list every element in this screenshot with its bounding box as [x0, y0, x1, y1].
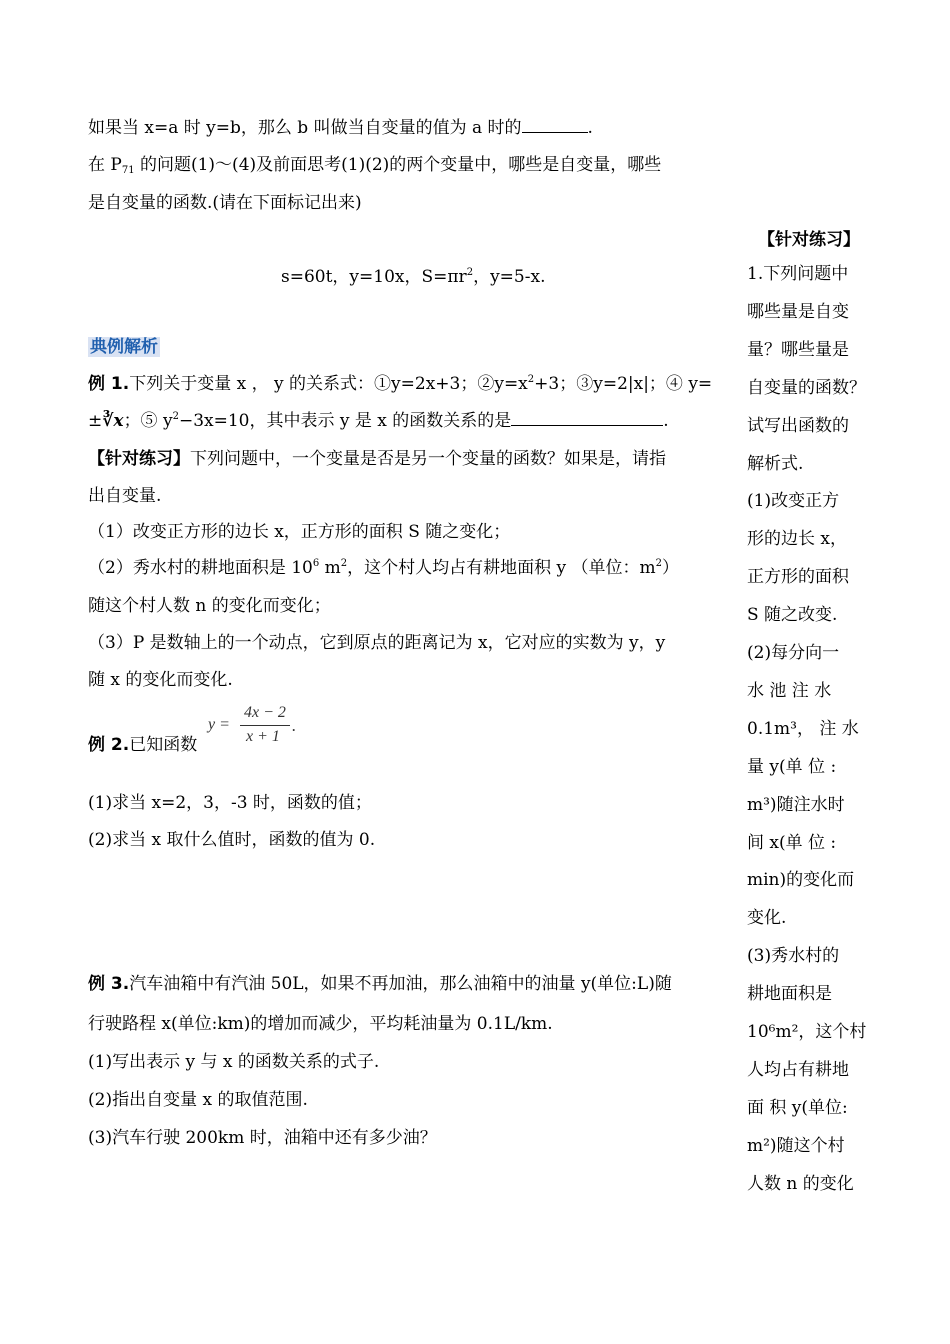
- example-3-line-2: 行驶路程 x(单位:km)的增加而减少，平均耗油量为 0.1L/km.: [88, 1014, 553, 1034]
- side-heading: 【针对练习】: [758, 230, 860, 250]
- side-line: 变化.: [747, 908, 787, 928]
- side-line: 面 积 y(单位:: [747, 1098, 848, 1118]
- side-line: 自变量的函数？: [747, 378, 866, 398]
- side-line: m³)随注水时: [747, 795, 845, 815]
- practice-q3-cont: 随 x 的变化而变化.: [88, 670, 233, 690]
- example-1-line-1: 例 1.下列关于变量 x ， y 的关系式：①y=2x+3；$②y=x^2+3$；③y=2|x|；④ y=: [88, 374, 713, 394]
- side-line: 耕地面积是: [747, 984, 832, 1004]
- side-line: min)的变化而: [747, 870, 855, 890]
- side-line: (1)改变正方: [747, 491, 840, 511]
- example-1-line-2: ±∛x；⑤ $y^2-3x=10$，其中表示 y 是 x 的函数关系的是 .: [88, 411, 669, 431]
- example-2-q1: (1)求当 x=2，3，-3 时，函数的值；: [88, 793, 372, 813]
- side-line: 水 池 注 水: [747, 681, 832, 701]
- practice-q2-cont: 随这个村人数 n 的变化而变化；: [88, 596, 331, 616]
- example-3-q3: (3)汽车行驶 200km 时，油箱中还有多少油？: [88, 1128, 437, 1148]
- intro-line-2: 在 $P_{71}$ 的问题(1)～(4)及前面思考(1)(2)的两个变量中，哪些是自变量，哪些: [88, 155, 662, 176]
- side-line: 试写出函数的: [747, 416, 849, 436]
- side-line: 间 x(单 位 :: [747, 833, 837, 853]
- intro-line-3: 是自变量的函数.(请在下面标记出来): [88, 193, 362, 213]
- side-line: 解析式.: [747, 454, 804, 474]
- side-line: 量 y(单 位 :: [747, 757, 837, 777]
- practice-line-1: 【针对练习】下列问题中，一个变量是否是另一个变量的函数？如果是，请指: [88, 449, 666, 469]
- answer-blank[interactable]: [522, 116, 588, 133]
- side-line: S 随之改变.: [747, 605, 838, 625]
- side-line: 1.下列问题中: [747, 264, 849, 284]
- practice-q1: （1）改变正方形的边长 x，正方形的面积 S 随之变化；: [88, 522, 511, 542]
- side-line: (3)秀水村的: [747, 946, 840, 966]
- side-line: 10⁶m²，这个村: [747, 1022, 867, 1042]
- side-line: (2)每分向一: [747, 643, 840, 663]
- formula-list: s=60t，y=10x，$S=\pi r^2$，y=5-x.: [281, 267, 546, 287]
- example-3-line-1: 例 3.汽车油箱中有汽油 50L，如果不再加油，那么油箱中的油量 y(单位:L)随: [88, 974, 672, 994]
- example-3-q1: (1)写出表示 y 与 x 的函数关系的式子.: [88, 1052, 380, 1072]
- example-3-q2: (2)指出自变量 x 的取值范围.: [88, 1090, 308, 1110]
- side-line: 哪些量是自变: [747, 302, 849, 322]
- side-line: 人数 n 的变化: [747, 1174, 854, 1194]
- practice-q2: （2）秀水村的耕地面积是 $10^6$ $m^2$，这个村人均占有耕地面积 y （单位：$m^2$）: [88, 558, 680, 578]
- fraction-formula: y = 4x − 2 x + 1 .: [208, 704, 297, 745]
- practice-q3: （3）P 是数轴上的一个动点，它到原点的距离记为 x，它对应的实数为 y，y: [88, 633, 666, 653]
- fraction-bar: [240, 725, 290, 726]
- example-2-line: 例 2.已知函数: [88, 735, 198, 755]
- side-line: 量？哪些量是: [747, 340, 849, 360]
- answer-blank[interactable]: [511, 409, 663, 426]
- section-heading: 典例解析: [90, 337, 158, 357]
- practice-line-2: 出自变量.: [88, 486, 162, 506]
- side-line: 形的边长 x，: [747, 529, 847, 549]
- side-line: 正方形的面积: [747, 567, 849, 587]
- intro-line-1: 如果当 x=a 时 y=b，那么 b 叫做当自变量的值为 a 时的 .: [88, 118, 593, 138]
- side-line: 0.1m³， 注 水: [747, 719, 859, 739]
- side-line: m²)随这个村: [747, 1136, 845, 1156]
- example-2-q2: (2)求当 x 取什么值时，函数的值为 0.: [88, 830, 376, 850]
- side-line: 人均占有耕地: [747, 1060, 849, 1080]
